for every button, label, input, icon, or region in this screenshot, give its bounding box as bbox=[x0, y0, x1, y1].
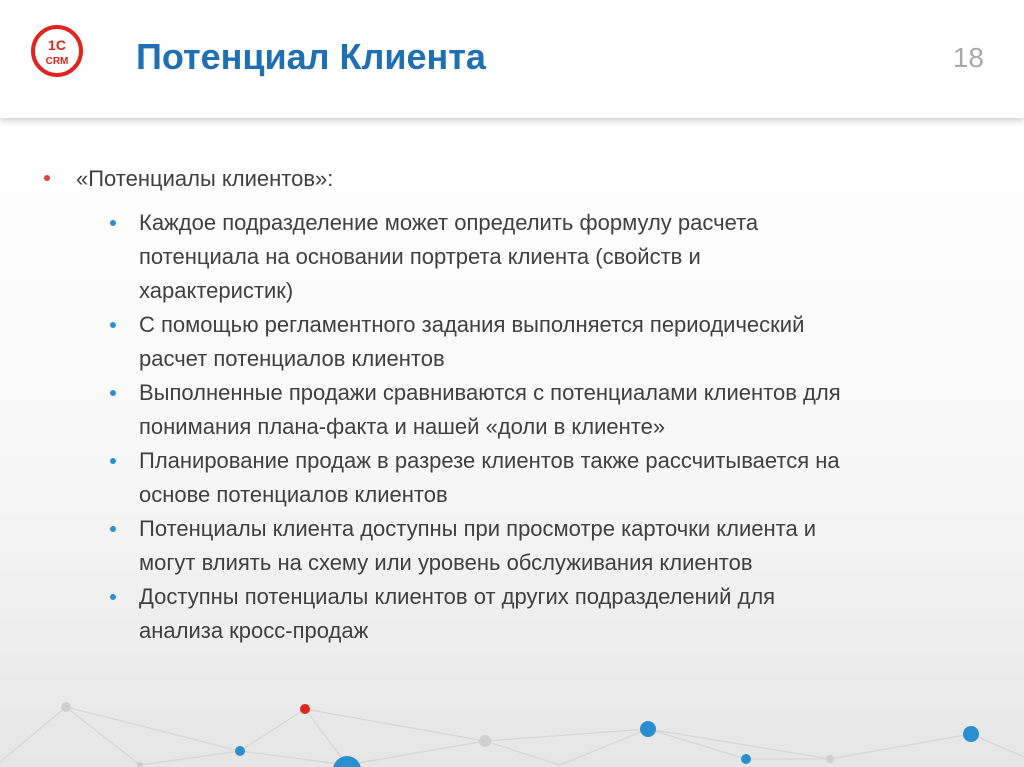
list-item-line: могут влиять на схему или уровень обслуживания клиентов bbox=[139, 550, 753, 575]
bullet-dot-blue bbox=[110, 526, 116, 532]
network-nodes-decoration bbox=[0, 647, 1024, 767]
list-item-line: характеристик) bbox=[139, 278, 294, 303]
list-item bbox=[110, 444, 990, 512]
bullet-dot-red bbox=[44, 175, 50, 181]
list-item-line: расчет потенциалов клиентов bbox=[139, 346, 445, 371]
list-item-line: Каждое подразделение может определить формулу расчета bbox=[139, 210, 759, 235]
list-item-line: основе потенциалов клиентов bbox=[139, 482, 448, 507]
1c-crm-logo bbox=[30, 24, 84, 78]
slide-header bbox=[0, 0, 1024, 118]
bullet-level1-text: «Потенциалы клиентов»: bbox=[76, 166, 334, 191]
list-item-line: Доступны потенциалы клиентов от других подразделений для bbox=[139, 584, 776, 609]
page-title: Потенциал Клиента bbox=[136, 36, 486, 77]
list-item-line: Планирование продаж в разрезе клиентов также рассчитывается на bbox=[139, 448, 840, 473]
bullet-dot-blue bbox=[110, 220, 116, 226]
list-item bbox=[110, 308, 990, 376]
list-item-line: Выполненные продажи сравниваются с потенциалами клиентов для bbox=[139, 380, 841, 405]
page-number: 18 bbox=[952, 42, 984, 73]
logo-text-bottom: CRM bbox=[45, 56, 69, 67]
list-item-line: анализа кросс-продаж bbox=[139, 618, 369, 643]
bullet-dot-blue bbox=[110, 390, 116, 396]
list-item-line: потенциала на основании портрета клиента (свойств и bbox=[139, 244, 701, 269]
logo-text-top: 1С bbox=[48, 37, 66, 53]
list-item bbox=[110, 376, 990, 444]
list-item-line: С помощью регламентного задания выполняется периодический bbox=[139, 312, 805, 337]
bullet-list-level2 bbox=[110, 206, 990, 648]
bullet-dot-blue bbox=[110, 322, 116, 328]
bullet-dot-blue bbox=[110, 458, 116, 464]
list-item bbox=[110, 512, 990, 580]
list-item bbox=[110, 580, 990, 648]
bullet-dot-blue bbox=[110, 594, 116, 600]
slide-content bbox=[0, 118, 1024, 767]
list-item-line: понимания плана-факта и нашей «доли в клиенте» bbox=[139, 414, 666, 439]
list-item bbox=[110, 206, 990, 308]
list-item-line: Потенциалы клиента доступны при просмотре карточки клиента и bbox=[139, 516, 817, 541]
